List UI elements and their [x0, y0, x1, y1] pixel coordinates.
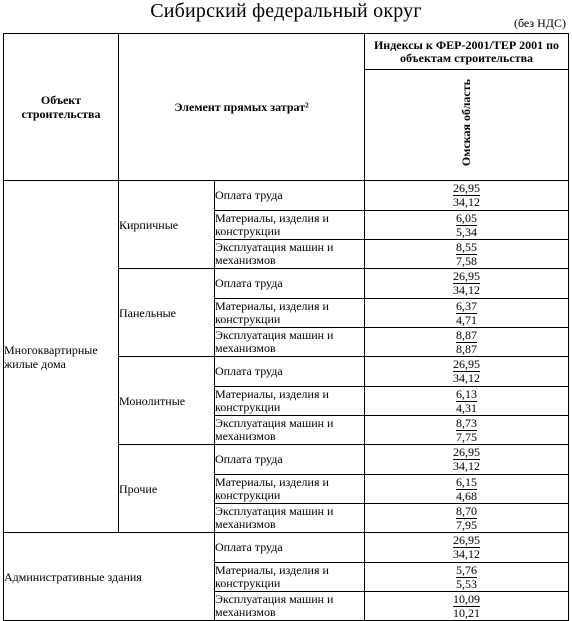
index-value-bottom: 7,75	[456, 429, 478, 444]
header-row	[4, 34, 569, 70]
index-value-top: 8,87	[456, 327, 478, 342]
table-row	[4, 533, 569, 563]
cost-element: Эксплуатация машин и механизмов	[215, 592, 365, 621]
page-title: Сибирский федеральный округ	[150, 0, 422, 22]
index-value-top: 10,09	[453, 591, 481, 606]
index-value-cell	[365, 269, 569, 299]
index-value-top: 26,95	[453, 445, 481, 459]
index-value-top: 26,95	[453, 269, 481, 283]
index-value-bottom: 4,71	[456, 312, 478, 327]
subtype-name: Кирпичные	[119, 181, 215, 269]
index-value-bottom: 34,12	[453, 547, 481, 561]
cost-element: Материалы, изделия и конструкции	[215, 211, 365, 240]
index-value-cell	[365, 181, 569, 211]
index-value-cell	[365, 240, 569, 269]
cost-element: Эксплуатация машин и механизмов	[215, 504, 365, 533]
index-value-top: 26,95	[453, 357, 481, 371]
index-value-cell	[365, 563, 569, 592]
header-object: Объект строительства	[4, 34, 119, 181]
cost-element: Материалы, изделия и конструкции	[215, 299, 365, 328]
header-indices: Индексы к ФЕР-2001/ТЕР 2001 по объектам строительства	[365, 34, 569, 70]
index-value-bottom: 34,12	[453, 459, 481, 473]
index-value-top: 26,95	[453, 533, 481, 547]
cost-element: Эксплуатация машин и механизмов	[215, 240, 365, 269]
index-value-cell	[365, 328, 569, 357]
vat-note: (без НДС)	[513, 16, 566, 30]
cost-element: Материалы, изделия и конструкции	[215, 387, 365, 416]
subtype-name: Панельные	[119, 269, 215, 357]
cost-element: Оплата труда	[215, 269, 365, 299]
table-row	[4, 181, 569, 211]
index-table	[3, 33, 569, 621]
index-value-top: 26,95	[453, 181, 481, 195]
header-region-cell	[365, 70, 569, 181]
object-name: Административные здания	[4, 533, 215, 621]
index-value-top: 6,37	[456, 298, 478, 313]
subtype-name: Монолитные	[119, 357, 215, 445]
index-value-cell	[365, 387, 569, 416]
index-value-bottom: 34,12	[453, 195, 481, 209]
index-value-bottom: 10,21	[453, 605, 481, 620]
index-value-bottom: 8,87	[456, 341, 478, 356]
cost-element: Эксплуатация машин и механизмов	[215, 416, 365, 445]
index-value-bottom: 5,34	[456, 224, 478, 239]
index-value-cell	[365, 357, 569, 387]
subtype-name: Прочие	[119, 445, 215, 533]
index-value-bottom: 4,31	[456, 400, 478, 415]
cost-element: Оплата труда	[215, 445, 365, 475]
index-value-cell	[365, 211, 569, 240]
index-value-top: 8,55	[456, 239, 478, 254]
index-value-cell	[365, 416, 569, 445]
index-value-top: 5,76	[456, 562, 478, 577]
header-element: Элемент прямых затрат²	[119, 34, 365, 181]
header-region: Омская область	[459, 79, 474, 167]
index-value-cell	[365, 533, 569, 563]
index-value-bottom: 5,53	[456, 576, 478, 591]
cost-element: Оплата труда	[215, 181, 365, 211]
object-name: Многоквартирные жилые дома	[4, 181, 119, 533]
cost-element: Оплата труда	[215, 533, 365, 563]
index-value-bottom: 34,12	[453, 371, 481, 385]
index-value-cell	[365, 299, 569, 328]
cost-element: Оплата труда	[215, 357, 365, 387]
index-value-cell	[365, 504, 569, 533]
index-value-top: 8,73	[456, 415, 478, 430]
cost-element: Материалы, изделия и конструкции	[215, 563, 365, 592]
index-value-bottom: 7,58	[456, 253, 478, 268]
index-value-top: 6,05	[456, 210, 478, 225]
index-value-bottom: 7,95	[456, 517, 478, 532]
cost-element: Материалы, изделия и конструкции	[215, 475, 365, 504]
index-value-top: 6,15	[456, 474, 478, 489]
index-value-top: 8,70	[456, 503, 478, 518]
cost-element: Эксплуатация машин и механизмов	[215, 328, 365, 357]
index-value-bottom: 34,12	[453, 283, 481, 297]
index-value-cell	[365, 445, 569, 475]
index-value-cell	[365, 592, 569, 621]
index-value-cell	[365, 475, 569, 504]
index-value-top: 6,13	[456, 386, 478, 401]
index-value-bottom: 4,68	[456, 488, 478, 503]
